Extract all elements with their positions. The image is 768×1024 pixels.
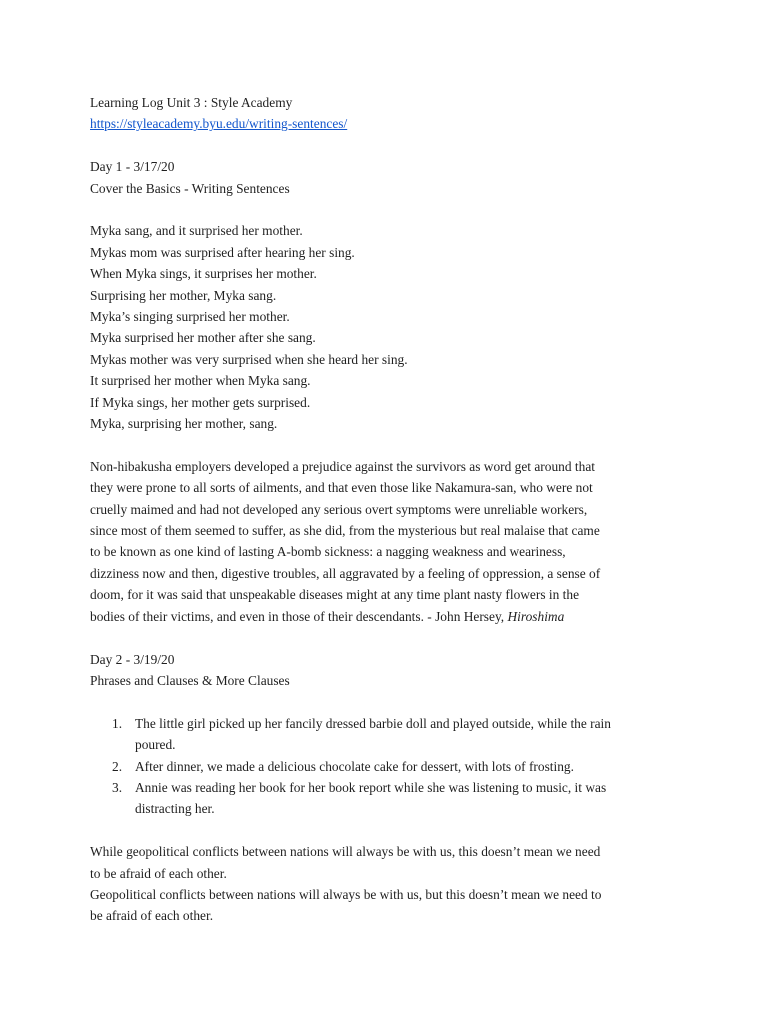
quote-line-last bbox=[90, 606, 680, 627]
quote-line: doom, for it was said that unspeakable diseases might at any time plant nasty flowers in the bbox=[90, 587, 580, 603]
quote-source-title: Hiroshima bbox=[507, 608, 565, 624]
day2-heading: Day 2 - 3/19/20 bbox=[90, 651, 175, 667]
day1-sentence-list bbox=[90, 220, 680, 434]
spacer bbox=[90, 820, 680, 841]
style-academy-link[interactable]: https://styleacademy.byu.edu/writing-sentences/ bbox=[90, 116, 348, 132]
sentence-line: Surprising her mother, Myka sang. bbox=[90, 287, 277, 303]
list-item-number: 1. bbox=[112, 715, 123, 731]
spacer bbox=[90, 627, 680, 648]
geopolitical-paragraph bbox=[90, 841, 680, 927]
spacer bbox=[90, 691, 680, 712]
list-item-number: 2. bbox=[112, 758, 123, 774]
day2-subheading: Phrases and Clauses & More Clauses bbox=[90, 672, 290, 688]
quote-line: they were prone to all sorts of ailments, and that even those like Nakamura-san, who were not bbox=[90, 480, 593, 496]
list-item-line: distracting her. bbox=[135, 801, 215, 817]
list-item-line: poured. bbox=[135, 737, 176, 753]
sentence-line: Myka’s singing surprised her mother. bbox=[90, 309, 290, 325]
closing-line: be afraid of each other. bbox=[90, 908, 214, 924]
quote-line: to be known as one kind of lasting A-bomb sickness: a nagging weakness and weariness, bbox=[90, 544, 566, 560]
list-item bbox=[90, 756, 680, 777]
closing-line: to be afraid of each other. bbox=[90, 865, 227, 881]
quote-attribution-text: bodies of their victims, and even in those of their descendants. - John Hersey, bbox=[90, 608, 508, 624]
day1-heading: Day 1 - 3/17/20 bbox=[90, 159, 175, 175]
document-title: Learning Log Unit 3 : Style Academy bbox=[90, 95, 293, 110]
quote-line: cruelly maimed and had not developed any serious overt symptoms were unreliable workers, bbox=[90, 501, 588, 517]
quote-line: Non-hibakusha employers developed a prejudice against the survivors as word get around that bbox=[90, 458, 595, 474]
sentence-line: When Myka sings, it surprises her mother. bbox=[90, 266, 317, 282]
list-item bbox=[90, 777, 680, 820]
closing-line: While geopolitical conflicts between nations will always be with us, this doesn’t mean we need bbox=[90, 844, 601, 860]
spacer bbox=[90, 199, 680, 220]
list-item-line: Annie was reading her book for her book report while she was listening to music, it was bbox=[135, 779, 607, 795]
day1-subheading: Cover the Basics - Writing Sentences bbox=[90, 180, 290, 196]
sentence-line: Myka sang, and it surprised her mother. bbox=[90, 223, 303, 239]
list-item-number: 3. bbox=[112, 779, 123, 795]
spacer bbox=[90, 135, 680, 156]
list-item-line: After dinner, we made a delicious chocolate cake for dessert, with lots of frosting. bbox=[135, 758, 574, 774]
quote-line: since most of them seemed to suffer, as she did, from the mysterious but real malaise that came bbox=[90, 523, 600, 539]
closing-line: Geopolitical conflicts between nations will always be with us, but this doesn’t mean we need to bbox=[90, 886, 602, 902]
list-item bbox=[90, 713, 680, 756]
day2-numbered-list bbox=[90, 713, 680, 820]
hersey-quote-paragraph bbox=[90, 456, 680, 627]
document-page bbox=[90, 92, 680, 927]
list-item-line: The little girl picked up her fancily dressed barbie doll and played outside, while the rain bbox=[135, 715, 611, 731]
sentence-line: Mykas mom was surprised after hearing her sing. bbox=[90, 244, 355, 260]
sentence-line: Myka, surprising her mother, sang. bbox=[90, 416, 278, 432]
sentence-line: Myka surprised her mother after she sang. bbox=[90, 330, 316, 346]
sentence-line: Mykas mother was very surprised when she heard her sing. bbox=[90, 351, 408, 367]
spacer bbox=[90, 434, 680, 455]
sentence-line: If Myka sings, her mother gets surprised. bbox=[90, 394, 311, 410]
sentence-line: It surprised her mother when Myka sang. bbox=[90, 373, 311, 389]
quote-line: dizziness now and then, digestive troubles, all aggravated by a feeling of oppression, a sense of bbox=[90, 565, 601, 581]
